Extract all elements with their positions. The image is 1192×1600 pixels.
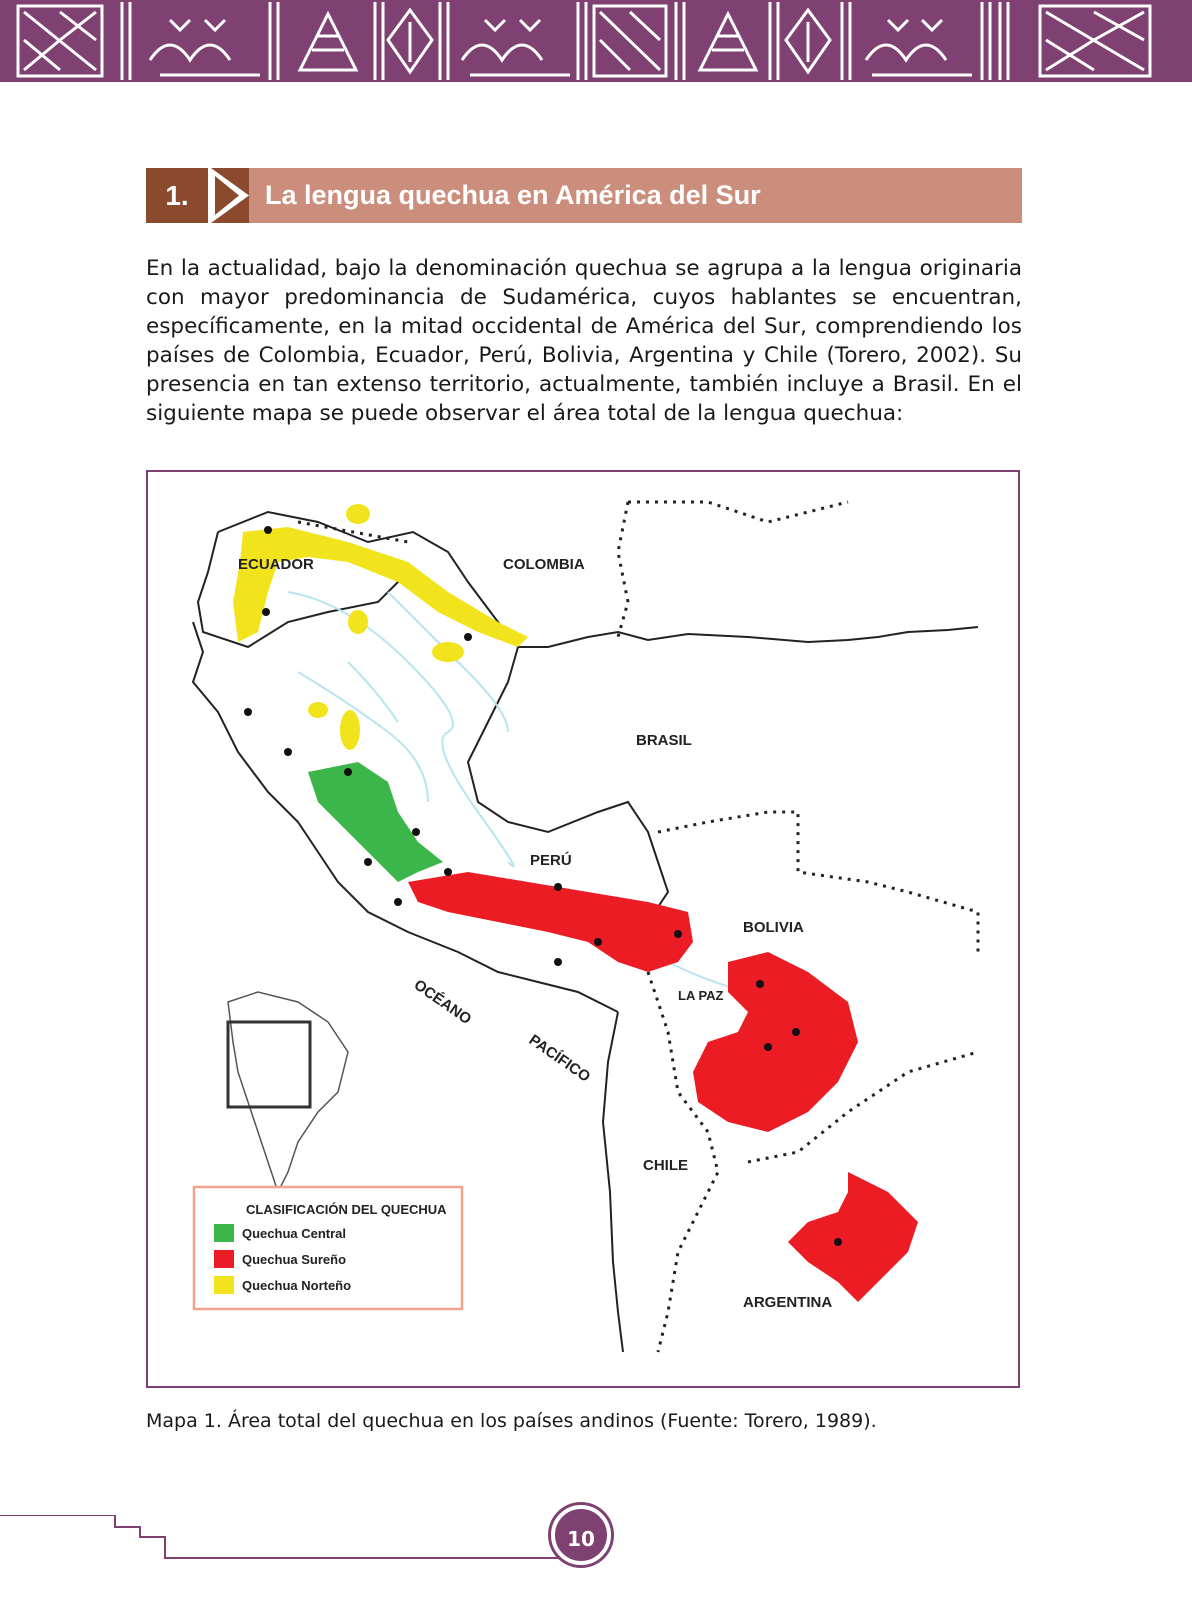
map-legend — [194, 1187, 462, 1309]
country-label-chile: CHILE — [643, 1157, 688, 1174]
legend-label-central: Quechua Central — [242, 1226, 347, 1241]
page-number-badge: 10 — [551, 1505, 611, 1565]
country-label-brasil: BRASIL — [636, 732, 692, 749]
legend-title: CLASIFICACIÓN DEL QUECHUA — [246, 1202, 447, 1217]
inset-map — [228, 992, 348, 1192]
country-label-argentina: ARGENTINA — [743, 1294, 833, 1311]
coastline — [218, 512, 978, 647]
section-title: La lengua quechua en América del Sur — [249, 168, 1022, 223]
quechua-map — [146, 470, 1020, 1388]
country-label-bolivia: BOLIVIA — [743, 919, 804, 936]
legend-swatch-norteno — [214, 1276, 234, 1294]
legend-label-sureno: Quechua Sureño — [242, 1252, 347, 1267]
legend-label-norteno: Quechua Norteño — [242, 1278, 352, 1293]
country-label-peru: PERÚ — [530, 852, 572, 869]
chevron-right-icon — [211, 168, 249, 223]
section-number: 1. — [146, 168, 208, 223]
bolivia-border — [603, 1012, 623, 1352]
city-label-la-paz: LA PAZ — [678, 988, 724, 1003]
body-paragraph: En la actualidad, bajo la denominación quechua se agrupa a la lengua originaria con mayor predominancia de Sudamérica, cuyos hablantes se encuentran, específicamente, en la mitad occidental de América del Sur, comprendiendo los países de Colombia, Ecuador, Perú, Bolivia, Argentina y Chile (Torero, 2002). Su presencia en tan extenso territorio, actualmente, también incluye a Brasil. En el siguiente mapa se puede observar el área total de la lengua quechua: — [146, 256, 1022, 426]
ocean-label-line1: OCÉANO — [410, 976, 475, 1029]
peru-coast — [193, 622, 618, 1012]
legend-swatch-sureno — [214, 1250, 234, 1268]
section-heading — [146, 168, 1022, 223]
country-label-ecuador: ECUADOR — [238, 556, 314, 573]
map-caption: Mapa 1. Área total del quechua en los países andinos (Fuente: Torero, 1989). — [146, 1410, 877, 1432]
legend-swatch-central — [214, 1224, 234, 1242]
andean-textile-banner — [0, 0, 1192, 82]
ocean-label-line2: PACÍFICO — [525, 1031, 594, 1086]
country-label-colombia: COLOMBIA — [503, 556, 585, 573]
